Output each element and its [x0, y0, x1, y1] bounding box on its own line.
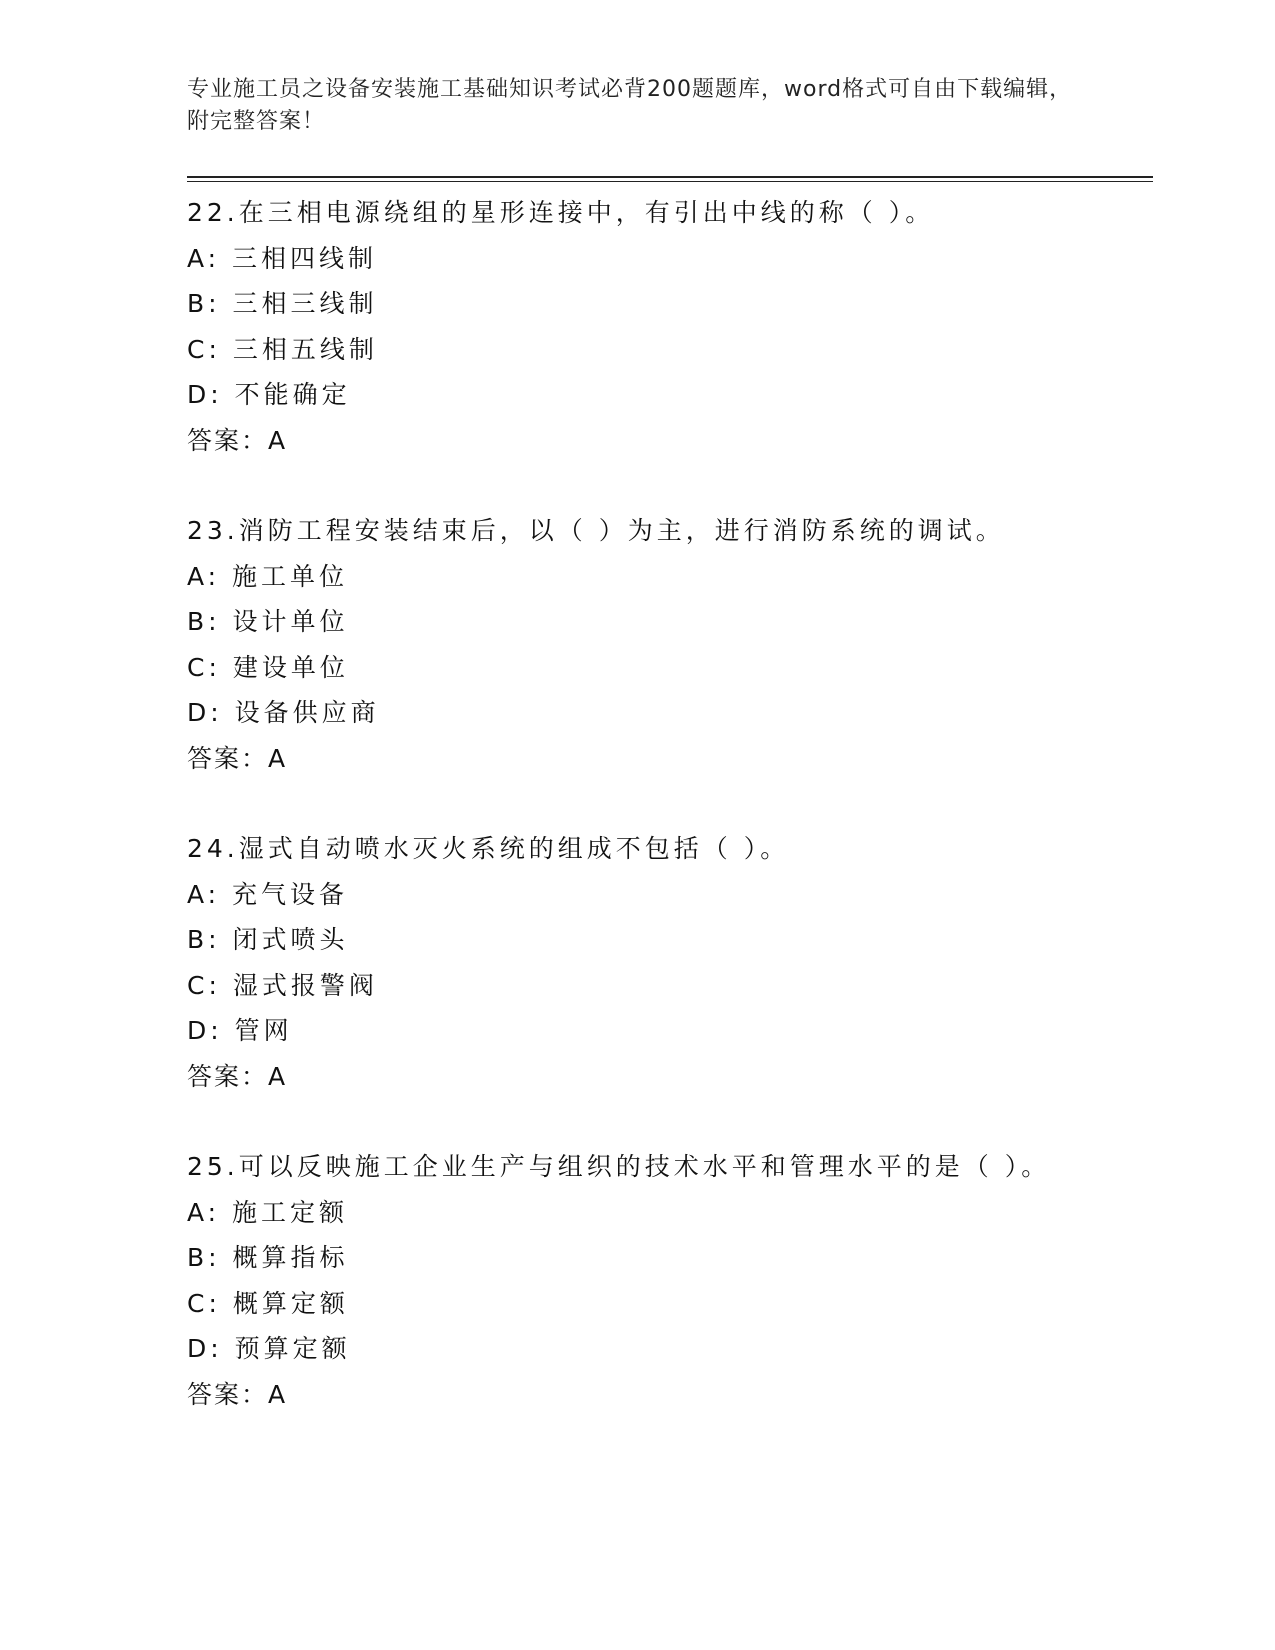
- answer: 答案：A: [187, 425, 288, 455]
- question-text: 22.在三相电源绕组的星形连接中，有引出中线的称（ ）。: [187, 198, 935, 227]
- option-b: B: 闭式喷头: [187, 925, 349, 955]
- option-d: D: 管网: [187, 1016, 293, 1046]
- answer: 答案：A: [187, 1061, 288, 1091]
- answer: 答案：A: [187, 1379, 288, 1409]
- question-23: [187, 508, 1187, 826]
- option-b: B: 三相三线制: [187, 289, 378, 319]
- question-22: [187, 190, 1187, 508]
- option-a: A: 充气设备: [187, 879, 349, 909]
- header-divider-thin: [187, 181, 1153, 182]
- document-header: 专业施工员之设备安装施工基础知识考试必背200题题库，word格式可自由下载编辑，附完整答案！: [187, 77, 1073, 134]
- option-d: D: 设备供应商: [187, 698, 380, 728]
- question-text: 24.湿式自动喷水灭火系统的组成不包括（ ）。: [187, 834, 790, 863]
- option-d: D: 不能确定: [187, 380, 351, 410]
- option-a: A: 施工单位: [187, 561, 349, 591]
- option-c: C: 建设单位: [187, 652, 349, 682]
- question-list: [187, 190, 1187, 1462]
- option-c: C: 三相五线制: [187, 334, 378, 364]
- option-d: D: 预算定额: [187, 1334, 351, 1364]
- option-b: B: 设计单位: [187, 607, 349, 637]
- question-25: [187, 1144, 1187, 1462]
- answer: 答案：A: [187, 743, 288, 773]
- option-a: A: 施工定额: [187, 1197, 349, 1227]
- option-c: C: 湿式报警阀: [187, 970, 378, 1000]
- option-c: C: 概算定额: [187, 1288, 349, 1318]
- question-text: 25.可以反映施工企业生产与组织的技术水平和管理水平的是（ ）。: [187, 1152, 1051, 1181]
- question-text: 23.消防工程安装结束后，以（ ）为主，进行消防系统的调试。: [187, 516, 1005, 545]
- header-divider: [187, 176, 1153, 178]
- option-a: A: 三相四线制: [187, 243, 378, 273]
- question-24: [187, 826, 1187, 1144]
- option-b: B: 概算指标: [187, 1243, 349, 1273]
